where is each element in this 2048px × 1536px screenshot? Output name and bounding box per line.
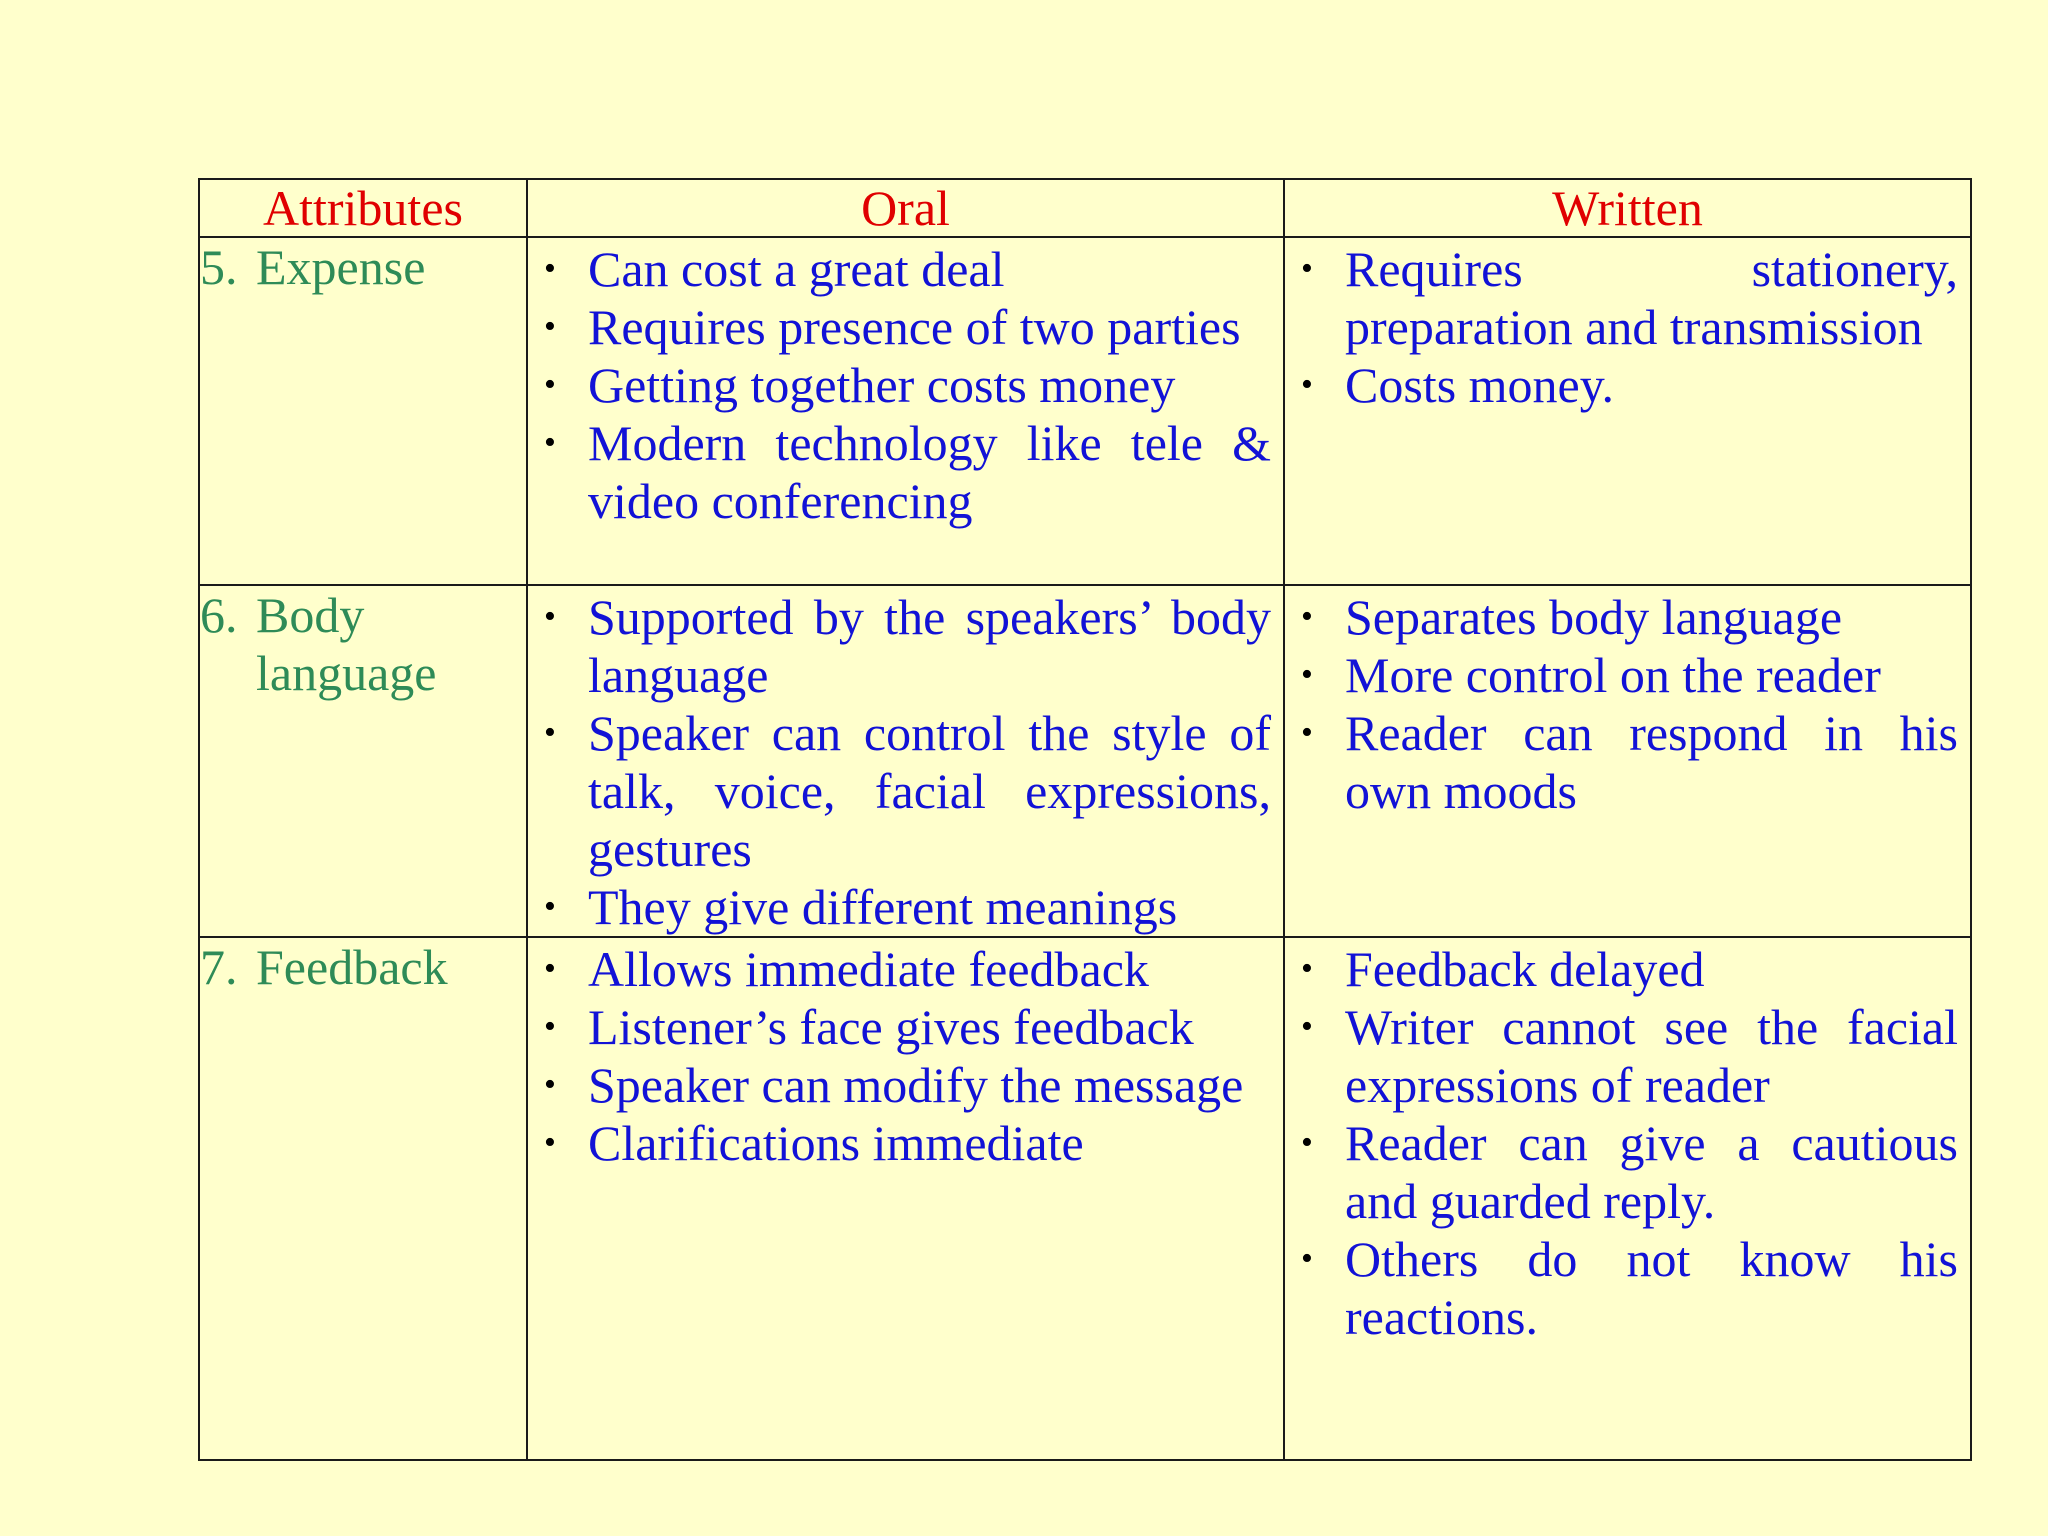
list-item: • Clarifications immediate (544, 1115, 1084, 1171)
bullet-icon: • (544, 366, 556, 403)
list-item: • Separates body language (1301, 589, 1843, 645)
bullet-icon: • (1301, 714, 1313, 751)
attribute-cell (199, 237, 527, 585)
list-item: • Costs money. (1301, 357, 1614, 413)
header-row (199, 179, 1971, 237)
bullet-icon: • (544, 424, 556, 461)
list-item: • Reader can give a cautious and guarded reply. (1301, 1115, 1958, 1229)
header-attributes: Attributes (199, 179, 527, 237)
attribute-number: 6. (200, 587, 238, 643)
bullet-icon: • (1301, 656, 1313, 693)
attribute-name: Body (256, 587, 365, 643)
attribute-name: Expense (256, 239, 426, 295)
bullet-icon: • (1301, 598, 1313, 635)
bullet-icon: • (1301, 1008, 1313, 1045)
written-cell (1284, 585, 1971, 937)
written-list (1285, 586, 1970, 820)
list-item: • Can cost a great deal (544, 241, 1005, 297)
list-item: • Modern technology like tele & video conferencing (544, 415, 1271, 529)
bullet-icon: • (1301, 366, 1313, 403)
list-item: • Listener’s face gives feedback (544, 999, 1194, 1055)
attribute-name: Feedback (256, 939, 448, 995)
list-item: • Supported by the speakers’ body language (544, 589, 1271, 703)
list-item: • They give different meanings (544, 879, 1178, 935)
attribute-number: 5. (200, 239, 238, 295)
list-item: • More control on the reader (1301, 647, 1881, 703)
written-list (1285, 938, 1970, 1346)
list-item: • Allows immediate feedback (544, 941, 1149, 997)
bullet-icon: • (544, 1124, 556, 1161)
attribute-cell (199, 585, 527, 937)
header-oral: Oral (527, 179, 1284, 237)
bullet-icon: • (544, 1008, 556, 1045)
bullet-icon: • (1301, 250, 1313, 287)
oral-cell (527, 937, 1284, 1460)
oral-cell (527, 585, 1284, 937)
attribute-number: 7. (200, 939, 238, 995)
list-item: • Speaker can modify the message (544, 1057, 1244, 1113)
bullet-icon: • (544, 888, 556, 925)
oral-cell (527, 237, 1284, 585)
bullet-icon: • (1301, 1124, 1313, 1161)
list-item: • Requires presence of two parties (544, 299, 1241, 355)
oral-list (528, 938, 1283, 1172)
table-row (199, 237, 1971, 585)
comparison-table (198, 178, 1972, 1461)
attribute-name-line2: language (256, 645, 437, 701)
list-item: • Speaker can control the style of talk, voice, facial expressions, gestures (544, 705, 1271, 877)
list-item: • Reader can respond in his own moods (1301, 705, 1958, 819)
bullet-icon: • (1301, 1240, 1313, 1277)
bullet-icon: • (544, 308, 556, 345)
bullet-icon: • (544, 714, 556, 751)
bullet-icon: • (1301, 950, 1313, 987)
bullet-icon: • (544, 598, 556, 635)
list-item: • Getting together costs money (544, 357, 1176, 413)
written-cell (1284, 937, 1971, 1460)
list-item: • Requires stationery, preparation and transmission (1301, 241, 1958, 355)
oral-list (528, 586, 1283, 936)
table-row (199, 585, 1971, 937)
bullet-icon: • (544, 1066, 556, 1103)
attribute-cell (199, 937, 527, 1460)
oral-list (528, 238, 1283, 530)
list-item: • Feedback delayed (1301, 941, 1705, 997)
table-row (199, 937, 1971, 1460)
list-item: • Others do not know his reactions. (1301, 1231, 1958, 1345)
header-written: Written (1284, 179, 1971, 237)
list-item: • Writer cannot see the facial expressions of reader (1301, 999, 1958, 1113)
written-list (1285, 238, 1970, 414)
written-cell (1284, 237, 1971, 585)
bullet-icon: • (544, 250, 556, 287)
bullet-icon: • (544, 950, 556, 987)
